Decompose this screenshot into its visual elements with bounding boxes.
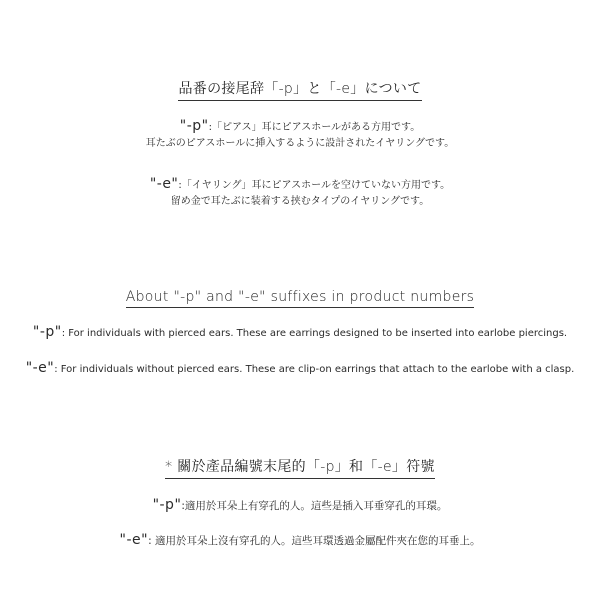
chinese-p-block bbox=[0, 497, 600, 514]
japanese-p-key: "-p" bbox=[179, 118, 209, 134]
japanese-p-line-2: 耳たぶのピアスホールに挿入するように設計されたイヤリングです。 bbox=[145, 138, 455, 149]
japanese-e-line-1 bbox=[0, 176, 600, 194]
english-e-block bbox=[0, 360, 600, 378]
chinese-e-key: "-e" bbox=[119, 532, 149, 548]
japanese-e-text-1: :「イヤリング」耳にピアスホールを空けていない方用です。 bbox=[178, 180, 451, 191]
japanese-p-block bbox=[0, 118, 600, 152]
japanese-p-text-1: :「ピアス」耳にピアスホールがある方用です。 bbox=[208, 122, 421, 133]
japanese-e-key: "-e" bbox=[149, 176, 179, 192]
japanese-e-block bbox=[0, 176, 600, 210]
chinese-e-line bbox=[0, 532, 600, 549]
chinese-section bbox=[0, 456, 600, 549]
english-p-key: "-p" bbox=[32, 324, 62, 340]
english-p-text: : For individuals with pierced ears. These are earrings designed to be inserted into earlobe piercings. bbox=[61, 328, 568, 339]
japanese-p-line-1 bbox=[0, 118, 600, 136]
english-p-block bbox=[0, 324, 600, 342]
chinese-e-block bbox=[0, 532, 600, 549]
chinese-e-text: : 適用於耳朵上沒有穿孔的人。這些耳環透過金屬配件夾在您的耳垂上。 bbox=[148, 535, 481, 547]
chinese-p-key: "-p" bbox=[152, 497, 182, 513]
chinese-heading: * 關於產品編號末尾的「-p」和「-e」符號 bbox=[165, 456, 435, 479]
chinese-p-line bbox=[0, 497, 600, 514]
english-e-text: : For individuals without pierced ears. These are clip-on earrings that attach to the earlobe with a clasp. bbox=[54, 364, 575, 375]
english-heading: About "-p" and "-e" suffixes in product numbers bbox=[126, 289, 475, 308]
chinese-p-text: :適用於耳朵上有穿孔的人。這些是插入耳垂穿孔的耳環。 bbox=[181, 500, 448, 512]
english-e-line bbox=[0, 360, 600, 378]
japanese-section bbox=[0, 78, 600, 210]
japanese-e-line-2: 留め金で耳たぶに装着する挟むタイプのイヤリングです。 bbox=[170, 196, 430, 207]
english-p-line bbox=[0, 324, 600, 342]
english-section bbox=[0, 286, 600, 378]
english-e-key: "-e" bbox=[25, 360, 55, 376]
japanese-heading: 品番の接尾辞「-p」と「-e」について bbox=[178, 78, 421, 101]
